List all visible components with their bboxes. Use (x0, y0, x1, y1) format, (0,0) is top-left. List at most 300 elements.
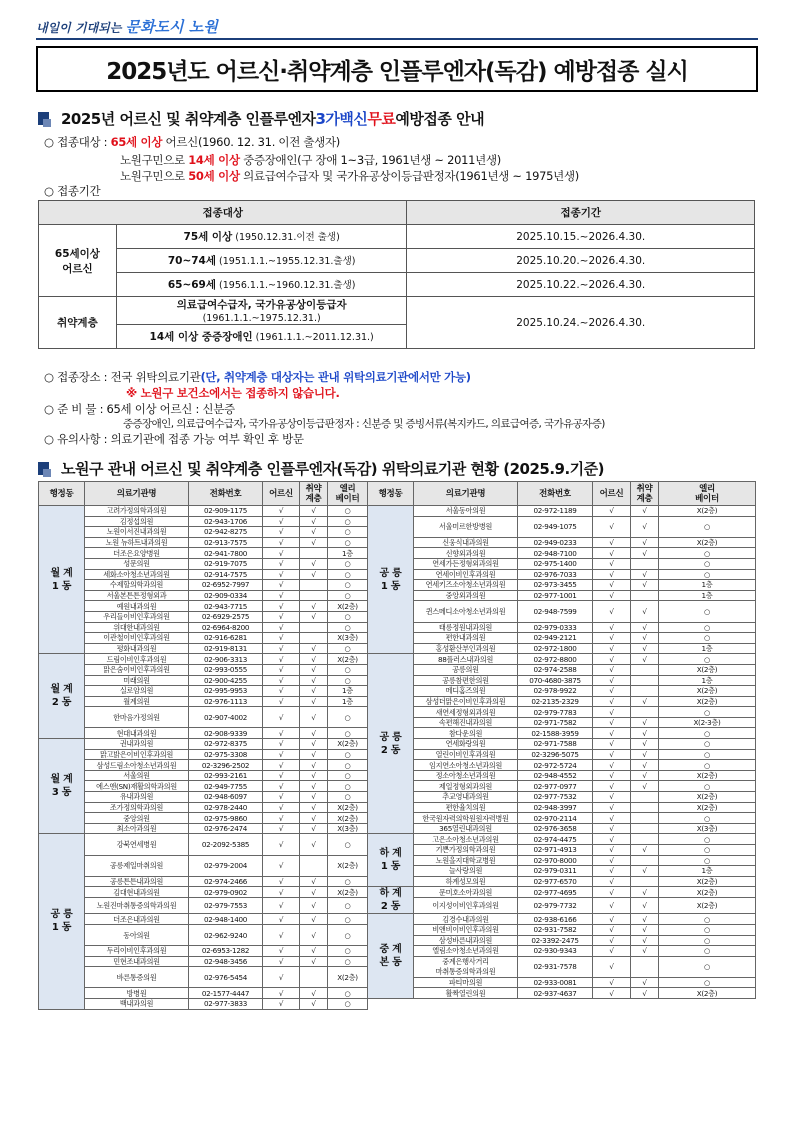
elevator-info: ○ (659, 601, 756, 622)
elderly-mark: √ (263, 580, 300, 591)
elevator-info: ○ (328, 622, 368, 633)
elderly-mark: √ (263, 548, 300, 559)
elderly-mark: √ (263, 914, 300, 925)
elderly-mark: √ (593, 924, 631, 935)
vulnerable-mark (300, 548, 328, 559)
vulnerable-mark (300, 855, 328, 876)
elderly-mark: √ (593, 696, 631, 707)
facility-phone: 02-972-1189 (518, 506, 593, 517)
facility-name: 김대현내과의원 (85, 887, 189, 898)
schedule-row-period: 2025.10.20.~2026.4.30. (407, 249, 755, 273)
facility-phone: 02-976-3658 (518, 823, 593, 834)
facility-phone: 02-978-2440 (189, 802, 263, 813)
facility-phone: 02-972-8800 (518, 654, 593, 665)
vulnerable-mark: √ (300, 792, 328, 803)
facility-name: 홍성환산부인과의원 (414, 643, 518, 654)
elevator-info: X(2층) (328, 654, 368, 665)
facility-name: 제일정형외과의원 (414, 781, 518, 792)
vulnerable-mark: √ (631, 946, 659, 957)
facility-name: 방병원 (85, 988, 189, 999)
elderly-mark: √ (593, 834, 631, 845)
elevator-info: ○ (328, 537, 368, 548)
facility-name: 중계은행사거리 마취통증의학과의원 (414, 956, 518, 977)
facility-name: 신웅식내과의원 (414, 537, 518, 548)
elevator-info: ○ (659, 633, 756, 644)
facility-name: 공릉의원 (414, 664, 518, 675)
elderly-mark: √ (263, 924, 300, 945)
facility-name: 추교영내과의원 (414, 792, 518, 803)
elderly-mark: √ (593, 537, 631, 548)
facility-phone: 02-979-7553 (189, 897, 263, 913)
elderly-mark: √ (593, 654, 631, 665)
facility-phone: 02-977-7532 (518, 792, 593, 803)
elderly-mark: √ (593, 845, 631, 856)
elevator-info: X(2층) (659, 897, 756, 913)
elevator-info: X(2층) (659, 887, 756, 898)
facility-phone: 02-948-1400 (189, 914, 263, 925)
vulnerable-mark: √ (631, 988, 659, 999)
schedule-row-target: 65~69세 (1956.1.1.~1960.12.31.출생) (116, 273, 407, 297)
vulnerable-mark: √ (300, 823, 328, 834)
vulnerable-mark: √ (631, 569, 659, 580)
vulnerable-mark: √ (631, 770, 659, 781)
elevator-info: X(3층) (328, 633, 368, 644)
facility-name: 월계의원 (85, 696, 189, 707)
facility-phone: 02-909-0334 (189, 590, 263, 601)
elevator-info: ○ (328, 876, 368, 887)
vulnerable-mark: √ (300, 696, 328, 707)
district-cell: 월 계 3 동 (39, 739, 85, 834)
elderly-mark: √ (263, 686, 300, 697)
vulnerable-mark: √ (631, 749, 659, 760)
vulnerable-mark: √ (300, 611, 328, 622)
facility-phone: 02-979-7783 (518, 707, 593, 718)
table-row (39, 834, 756, 845)
elevator-info: ○ (659, 977, 756, 988)
schedule-header-target: 접종대상 (39, 201, 407, 225)
facility-phone: 02-6929-2575 (189, 611, 263, 622)
district-cell: 월 계 1 동 (39, 506, 85, 654)
elderly-mark: √ (263, 707, 300, 728)
elderly-mark: √ (263, 516, 300, 527)
facility-phone: 02-949-2121 (518, 633, 593, 644)
hospital-table-header: 취약 계층 (300, 482, 328, 506)
facility-phone: 02-976-7033 (518, 569, 593, 580)
elevator-info: 1층 (659, 580, 756, 591)
facility-phone: 02-933-0081 (518, 977, 593, 988)
facility-phone: 02-6953-1282 (189, 946, 263, 957)
vulnerable-mark: √ (300, 728, 328, 739)
vulnerable-mark: √ (631, 548, 659, 559)
facility-phone: 02-948-3997 (518, 802, 593, 813)
vulnerable-mark (631, 707, 659, 718)
elderly-mark: √ (593, 506, 631, 517)
vulnerable-mark: √ (631, 654, 659, 665)
facility-name: 권내과의원 (85, 739, 189, 750)
vulnerable-mark: √ (300, 956, 328, 967)
facility-phone: 02-909-1175 (189, 506, 263, 517)
target-line-3: 노원구민으로 50세 이상 의료급여수급자 및 국가유공상이등급판정자(1961년생 ~ 1975년생) (120, 169, 579, 183)
elevator-info: ○ (328, 527, 368, 538)
elevator-info: X(2층) (328, 601, 368, 612)
vulnerable-mark: √ (300, 946, 328, 957)
vulnerable-mark (631, 956, 659, 977)
elderly-mark: √ (263, 760, 300, 771)
schedule-row-period: 2025.10.22.~2026.4.30. (407, 273, 755, 297)
elderly-mark: √ (593, 675, 631, 686)
facility-phone: 02-914-7575 (189, 569, 263, 580)
facility-name: 하계성모의원 (414, 876, 518, 887)
hospital-table-header: 의료기관명 (414, 482, 518, 506)
elevator-info: ○ (328, 749, 368, 760)
elevator-info: X(2층) (328, 887, 368, 898)
elevator-info: X(2층) (659, 686, 756, 697)
facility-name: 예원내과의원 (85, 601, 189, 612)
vulnerable-mark: √ (300, 998, 328, 1009)
elevator-info: ○ (659, 813, 756, 824)
elderly-mark: √ (593, 813, 631, 824)
vulnerable-mark: √ (300, 924, 328, 945)
vulnerable-mark: √ (631, 580, 659, 591)
section1-heading: 2025년 어르신 및 취약계층 인플루엔자 3가백신 무료 예방접종 안내 (38, 108, 484, 129)
elevator-info: ○ (328, 580, 368, 591)
vulnerable-mark: √ (300, 813, 328, 824)
elderly-mark: √ (263, 834, 300, 855)
elevator-info: ○ (659, 622, 756, 633)
hospital-table-header: 전화번호 (189, 482, 263, 506)
facility-name: 한마음가정의원 (85, 707, 189, 728)
elevator-info: ○ (659, 558, 756, 569)
facility-name: 더조은내과의원 (85, 914, 189, 925)
district-cell: 공 릉 2 동 (368, 654, 414, 834)
facility-phone: 02-949-0233 (518, 537, 593, 548)
elevator-info: X(2층) (328, 739, 368, 750)
facility-phone: 02-976-1113 (189, 696, 263, 707)
place-line: ○ 접종장소 : 전국 위탁의료기관(단, 취약계층 대상자는 관내 위탁의료기관에서만 가능) (44, 370, 471, 384)
vulnerable-mark: √ (300, 643, 328, 654)
facility-name: 민현조내과의원 (85, 956, 189, 967)
elderly-mark: √ (593, 686, 631, 697)
facility-name: 문미호소아과의원 (414, 887, 518, 898)
schedule-row-period: 2025.10.24.~2026.4.30. (407, 297, 755, 349)
elevator-info: 1층 (328, 686, 368, 697)
elevator-info: ○ (328, 675, 368, 686)
facility-name: 늘사랑의원 (414, 866, 518, 877)
facility-name: 서울본튼튼정형외과 (85, 590, 189, 601)
facility-name: 고은소아청소년과의원 (414, 834, 518, 845)
elevator-info: X(2층) (659, 802, 756, 813)
facility-name: 임지연소아청소년과의원 (414, 760, 518, 771)
elevator-info: X(2층) (659, 696, 756, 707)
elderly-mark: √ (593, 887, 631, 898)
elevator-info: ○ (328, 707, 368, 728)
vulnerable-mark: √ (631, 866, 659, 877)
facility-name: 미래의원 (85, 675, 189, 686)
elderly-mark: √ (263, 664, 300, 675)
elderly-mark: √ (593, 760, 631, 771)
elderly-mark: √ (593, 580, 631, 591)
elderly-mark: √ (593, 717, 631, 728)
hospital-table-header: 전화번호 (518, 482, 593, 506)
district-cell: 하 계 1 동 (368, 834, 414, 887)
target-line-1: ○ 접종대상 : 65세 이상 어르신(1960. 12. 31. 이전 출생자) (44, 135, 340, 149)
facility-phone: 02-943-1706 (189, 516, 263, 527)
facility-name: 노원이서진내과의원 (85, 527, 189, 538)
elderly-mark: √ (593, 739, 631, 750)
facility-name: 메디홈즈의원 (414, 686, 518, 697)
facility-name: 정소아청소년과의원 (414, 770, 518, 781)
facility-phone: 02-975-3308 (189, 749, 263, 760)
section-bullet-icon (38, 112, 49, 125)
facility-phone: 02-976-5454 (189, 967, 263, 988)
facility-phone: 02-919-8131 (189, 643, 263, 654)
elderly-mark: √ (263, 590, 300, 601)
elevator-info: ○ (328, 924, 368, 945)
elevator-info: ○ (659, 855, 756, 866)
facility-name: 세화소아청소년과의원 (85, 569, 189, 580)
facility-phone: 02-971-7588 (518, 739, 593, 750)
vulnerable-mark: √ (631, 739, 659, 750)
table-row (39, 506, 756, 517)
facility-name: 삼성드림소아청소년과의원 (85, 760, 189, 771)
elevator-info: ○ (659, 924, 756, 935)
facility-name: 연세가든정형외과의원 (414, 558, 518, 569)
facility-phone: 02-931-7578 (518, 956, 593, 977)
elderly-mark: √ (593, 516, 631, 537)
facility-phone: 02-973-3455 (518, 580, 593, 591)
facility-phone: 02-908-9339 (189, 728, 263, 739)
vulnerable-mark: √ (631, 622, 659, 633)
facility-phone: 02-913-7575 (189, 537, 263, 548)
vulnerable-mark: √ (300, 749, 328, 760)
facility-phone: 02-979-7732 (518, 897, 593, 913)
header-rule (36, 38, 758, 40)
elevator-info: X(2-3층) (659, 717, 756, 728)
vulnerable-mark: √ (631, 781, 659, 792)
vulnerable-mark: √ (300, 558, 328, 569)
facility-name: 삼성더맑은이비인후과의원 (414, 696, 518, 707)
facility-name: 성문의원 (85, 558, 189, 569)
facility-name: 조가정의학과의원 (85, 802, 189, 813)
facility-phone: 02-975-9860 (189, 813, 263, 824)
facility-phone: 02-907-4002 (189, 707, 263, 728)
district-cell: 하 계 2 동 (368, 887, 414, 914)
elderly-mark: √ (263, 643, 300, 654)
facility-name: 노원을지대학교병원 (414, 855, 518, 866)
district-cell: 공 릉 1 동 (39, 834, 85, 1009)
facility-name: 연세이비인후과의원 (414, 569, 518, 580)
vulnerable-mark: √ (300, 516, 328, 527)
facility-name: 백내과의원 (85, 998, 189, 1009)
table-row (39, 998, 756, 1009)
elderly-mark: √ (593, 643, 631, 654)
vulnerable-mark: √ (300, 914, 328, 925)
elevator-info: ○ (328, 664, 368, 675)
vulnerable-mark: √ (300, 601, 328, 612)
facility-name: 공릉참편한의원 (414, 675, 518, 686)
elevator-info: ○ (328, 728, 368, 739)
elderly-mark: √ (263, 569, 300, 580)
schedule-group-vulnerable: 취약계층 (39, 297, 117, 349)
vulnerable-mark (631, 686, 659, 697)
facility-phone: 02-974-4475 (518, 834, 593, 845)
facility-name: 신향외과의원 (414, 548, 518, 559)
vulnerable-mark: √ (300, 897, 328, 913)
vulnerable-mark (631, 558, 659, 569)
elevator-info: ○ (659, 654, 756, 665)
hospital-table-header: 행정동 (368, 482, 414, 506)
elderly-mark: √ (593, 590, 631, 601)
facility-name: 평화내과의원 (85, 643, 189, 654)
elevator-info: ○ (328, 897, 368, 913)
vulnerable-mark: √ (631, 845, 659, 856)
facility-name: 참다운의원 (414, 728, 518, 739)
facility-name: 기쁜가정의학과의원 (414, 845, 518, 856)
vulnerable-mark: √ (300, 506, 328, 517)
elderly-mark: √ (263, 633, 300, 644)
hospital-table-header: 취약 계층 (631, 482, 659, 506)
table-row (39, 914, 756, 925)
facility-phone: 02-979-0902 (189, 887, 263, 898)
elevator-info: ○ (328, 988, 368, 999)
elderly-mark: √ (593, 876, 631, 887)
elevator-info: ○ (328, 558, 368, 569)
elevator-info: ○ (659, 914, 756, 925)
vulnerable-mark: √ (631, 760, 659, 771)
elevator-info: ○ (328, 781, 368, 792)
elderly-mark: √ (263, 855, 300, 876)
vulnerable-mark: √ (300, 739, 328, 750)
facility-name: 태릉정원내과의원 (414, 622, 518, 633)
facility-name: 속편해진내과의원 (414, 717, 518, 728)
schedule-row-target: 14세 이상 중증장애인 (1961.1.1.~2011.12.31.) (116, 325, 407, 349)
facility-phone: 02-970-2114 (518, 813, 593, 824)
elevator-info: ○ (659, 834, 756, 845)
elderly-mark: √ (593, 548, 631, 559)
elevator-info: ○ (659, 935, 756, 946)
facility-name: 동아의원 (85, 924, 189, 945)
elevator-info: 1층 (328, 696, 368, 707)
facility-phone: 02-3296-5075 (518, 749, 593, 760)
facility-phone: 02-3392-2475 (518, 935, 593, 946)
facility-phone: 02-937-4637 (518, 988, 593, 999)
vulnerable-mark: √ (631, 935, 659, 946)
elderly-mark: √ (593, 781, 631, 792)
vulnerable-mark: √ (300, 569, 328, 580)
facility-name: 퀸스메디소아청소년과의원 (414, 601, 518, 622)
vulnerable-mark: √ (631, 977, 659, 988)
schedule-row-target: 75세 이상 (1950.12.31.이전 출생) (116, 225, 407, 249)
elderly-mark: √ (263, 813, 300, 824)
vulnerable-mark (300, 622, 328, 633)
facility-name: 위대한내과의원 (85, 622, 189, 633)
facility-name: 공릉튼튼내과의원 (85, 876, 189, 887)
facility-phone: 02-949-1075 (518, 516, 593, 537)
elevator-info: X(2층) (328, 802, 368, 813)
vulnerable-mark: √ (300, 686, 328, 697)
facility-phone: 02-919-7075 (189, 558, 263, 569)
vulnerable-mark: √ (300, 802, 328, 813)
vulnerable-mark (300, 633, 328, 644)
elderly-mark: √ (593, 792, 631, 803)
elderly-mark: √ (593, 728, 631, 739)
elevator-info: ○ (659, 739, 756, 750)
elevator-info: ○ (659, 728, 756, 739)
facility-name: 유내과의원 (85, 792, 189, 803)
facility-phone: 02-972-1800 (518, 643, 593, 654)
target-line-2: 노원구민으로 14세 이상 중증장애인(구 장애 1~3급, 1961년생 ~ 2011년생) (120, 153, 501, 167)
facility-phone: 02-916-6281 (189, 633, 263, 644)
vulnerable-mark: √ (300, 760, 328, 771)
elevator-info: ○ (659, 946, 756, 957)
facility-name: 활짝열린의원 (414, 988, 518, 999)
title-box (36, 46, 758, 92)
vulnerable-mark (300, 580, 328, 591)
facility-phone: 02-948-7599 (518, 601, 593, 622)
vulnerable-mark (631, 590, 659, 601)
elderly-mark: √ (263, 611, 300, 622)
elevator-info: ○ (328, 643, 368, 654)
elderly-mark: √ (263, 897, 300, 913)
elevator-info: ○ (659, 707, 756, 718)
elderly-mark: √ (263, 622, 300, 633)
facility-phone: 02-949-7755 (189, 781, 263, 792)
facility-name: 두리이비인후과의원 (85, 946, 189, 957)
vulnerable-mark: √ (300, 770, 328, 781)
facility-name: 실로암의원 (85, 686, 189, 697)
facility-phone: 02-974-2466 (189, 876, 263, 887)
elderly-mark: √ (593, 633, 631, 644)
elevator-info: X(2층) (659, 988, 756, 999)
facility-name: 편한율치의원 (414, 802, 518, 813)
elderly-mark: √ (593, 946, 631, 957)
elderly-mark: √ (263, 558, 300, 569)
facility-phone: 02-974-2588 (518, 664, 593, 675)
hospital-table-header: 엘리 베이터 (328, 482, 368, 506)
facility-phone: 02-948-4552 (518, 770, 593, 781)
elevator-info: ○ (659, 845, 756, 856)
facility-phone: 02-900-4255 (189, 675, 263, 686)
period-label: ○ 접종기간 (44, 184, 101, 198)
facility-name: 88플러스내과의원 (414, 654, 518, 665)
facility-name: 서울동아의원 (414, 506, 518, 517)
facility-phone: 02-6964-8200 (189, 622, 263, 633)
vulnerable-mark: √ (631, 924, 659, 935)
elderly-mark: √ (593, 770, 631, 781)
vulnerable-mark (300, 967, 328, 988)
facility-phone: 02-977-1001 (518, 590, 593, 601)
elevator-info: ○ (328, 946, 368, 957)
facility-phone: 02-976-2474 (189, 823, 263, 834)
table-row (39, 654, 756, 665)
vulnerable-mark (631, 664, 659, 675)
facility-phone: 02-977-3833 (189, 998, 263, 1009)
facility-phone: 02-948-7100 (518, 548, 593, 559)
elderly-mark: √ (593, 897, 631, 913)
elderly-mark: √ (263, 967, 300, 988)
facility-phone: 02-995-9953 (189, 686, 263, 697)
elevator-info: ○ (328, 914, 368, 925)
district-cell: 중 계 본 동 (368, 914, 414, 999)
facility-phone: 02-906-3313 (189, 654, 263, 665)
elevator-info: 1층 (659, 675, 756, 686)
elevator-info: ○ (659, 516, 756, 537)
elderly-mark: √ (593, 802, 631, 813)
hospital-table-header: 엘리 베이터 (659, 482, 756, 506)
vulnerable-mark: √ (300, 527, 328, 538)
facility-name: 강북연세병원 (85, 834, 189, 855)
facility-phone: 02-938-6166 (518, 914, 593, 925)
